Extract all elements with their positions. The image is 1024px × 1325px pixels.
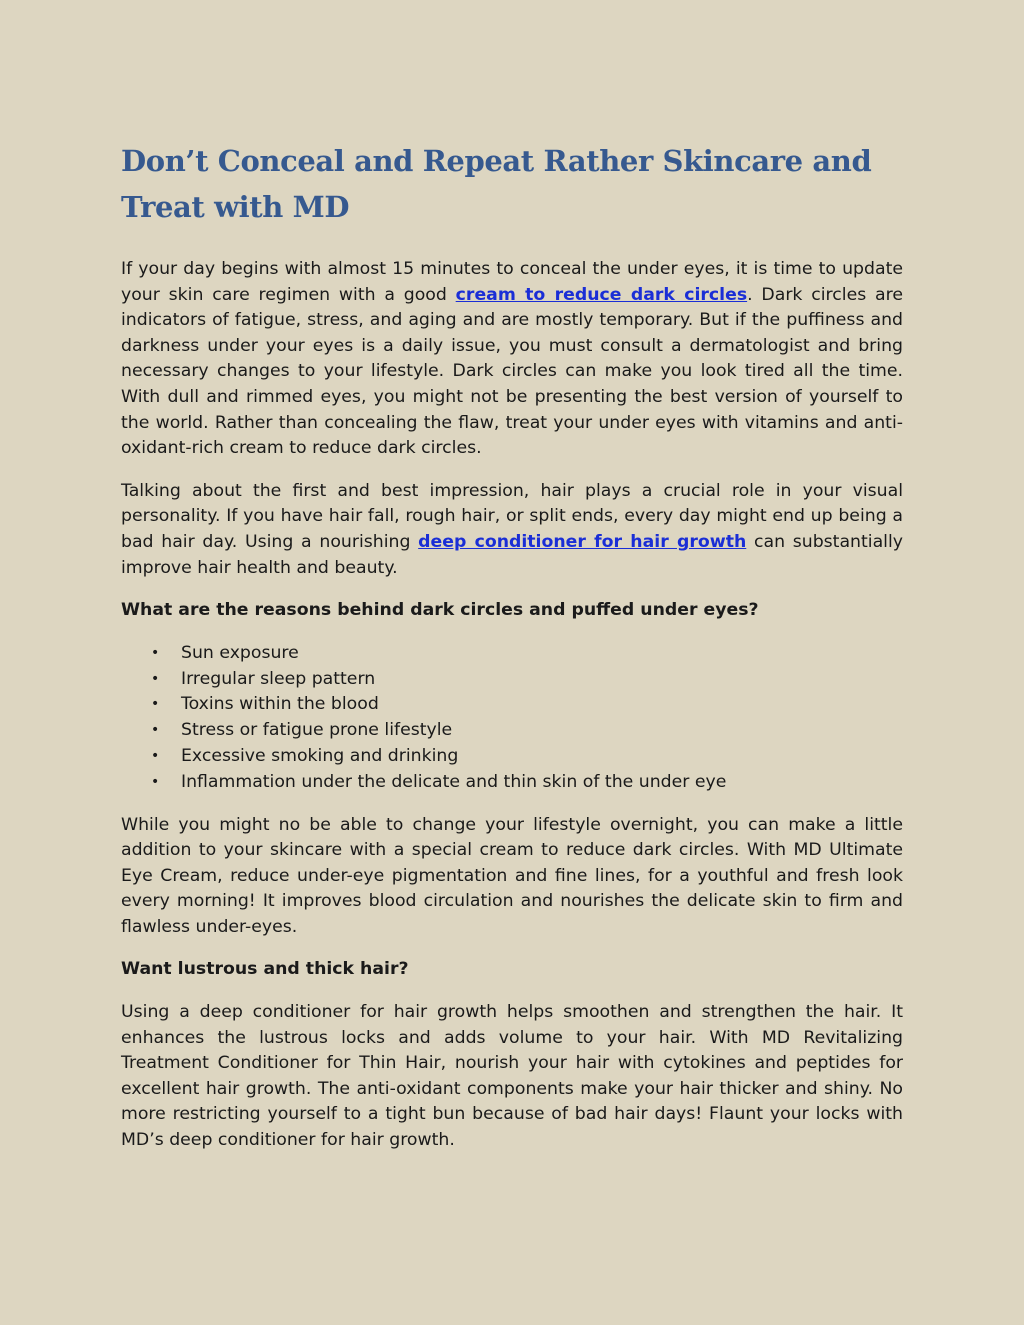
intro-paragraph — [121, 257, 903, 462]
bullet-icon: • — [151, 696, 160, 713]
reasons-list — [121, 641, 903, 796]
list-item-text: Toxins within the blood — [181, 694, 379, 715]
bullet-icon: • — [151, 722, 160, 739]
hair-text-before-link: Talking about the first and best impression, hair plays a crucial role in your visual personality. If you have hair fall, rough hair, or split ends, every day might end up being a bad hair day. Using a nourishing — [121, 480, 903, 552]
list-item-text: Excessive smoking and drinking — [181, 745, 459, 766]
list-item-text: Irregular sleep pattern — [181, 668, 376, 689]
hair-paragraph — [121, 479, 903, 581]
page-title: Don’t Conceal and Repeat Rather Skincare and Treat with MD — [121, 144, 872, 224]
list-item — [121, 770, 903, 796]
list-item — [121, 718, 903, 744]
intro-text-after-link: . Dark circles are indicators of fatigue, stress, and aging and are mostly temporary. But if the puffiness and darkness under your eyes is a daily issue, you must consult a dermatologist and bring necessary changes to your lifestyle. Dark circles can make you look tired all the time. With dull and rimmed eyes, you might not be presenting the best version of yourself to the world. Rather than concealing the flaw, treat your under eyes with vitamins and anti-oxidant-rich cream to reduce dark circles. — [121, 284, 903, 459]
list-item-text: Inflammation under the delicate and thin skin of the under eye — [181, 771, 727, 792]
document-content — [121, 138, 903, 1154]
bullet-icon: • — [151, 670, 160, 687]
reasons-heading: What are the reasons behind dark circles and puffed under eyes? — [121, 600, 759, 621]
list-item — [121, 667, 903, 693]
bullet-icon: • — [151, 644, 160, 661]
dark-circles-cream-link[interactable]: cream to reduce dark circles — [455, 284, 748, 305]
bullet-icon: • — [151, 747, 160, 764]
conditioner-paragraph: Using a deep conditioner for hair growth helps smoothen and strengthen the hair. It enhances the lustrous locks and adds volume to your hair. With MD Revitalizing Treatment Conditioner for Thin Hair, nourish your hair with cytokines and peptides for excellent hair growth. The anti-oxidant components make your hair thicker and shiny. No more restricting yourself to a tight bun because of bad hair days! Flaunt your locks with MD’s deep conditioner for hair growth. — [121, 1002, 903, 1151]
list-item-text: Stress or fatigue prone lifestyle — [181, 720, 453, 741]
hair-heading: Want lustrous and thick hair? — [121, 959, 409, 980]
list-item — [121, 744, 903, 770]
deep-conditioner-link[interactable]: deep conditioner for hair growth — [418, 531, 747, 552]
list-item-text: Sun exposure — [181, 642, 299, 663]
bullet-icon: • — [151, 773, 160, 790]
list-item — [121, 641, 903, 667]
intro-text-before-link: If your day begins with almost 15 minutes to conceal the under eyes, it is time to update your skin care regimen with a good — [121, 259, 903, 305]
list-item — [121, 692, 903, 718]
eye-cream-paragraph: While you might no be able to change your lifestyle overnight, you can make a little addition to your skincare with a special cream to reduce dark circles. With MD Ultimate Eye Cream, reduce under-eye pigmentation and fine lines, for a youthful and fresh look every morning! It improves blood circulation and nourishes the delicate skin to firm and flawless under-eyes. — [121, 814, 903, 937]
hair-text-after-link: can substantially improve hair health and beauty. — [121, 531, 903, 578]
